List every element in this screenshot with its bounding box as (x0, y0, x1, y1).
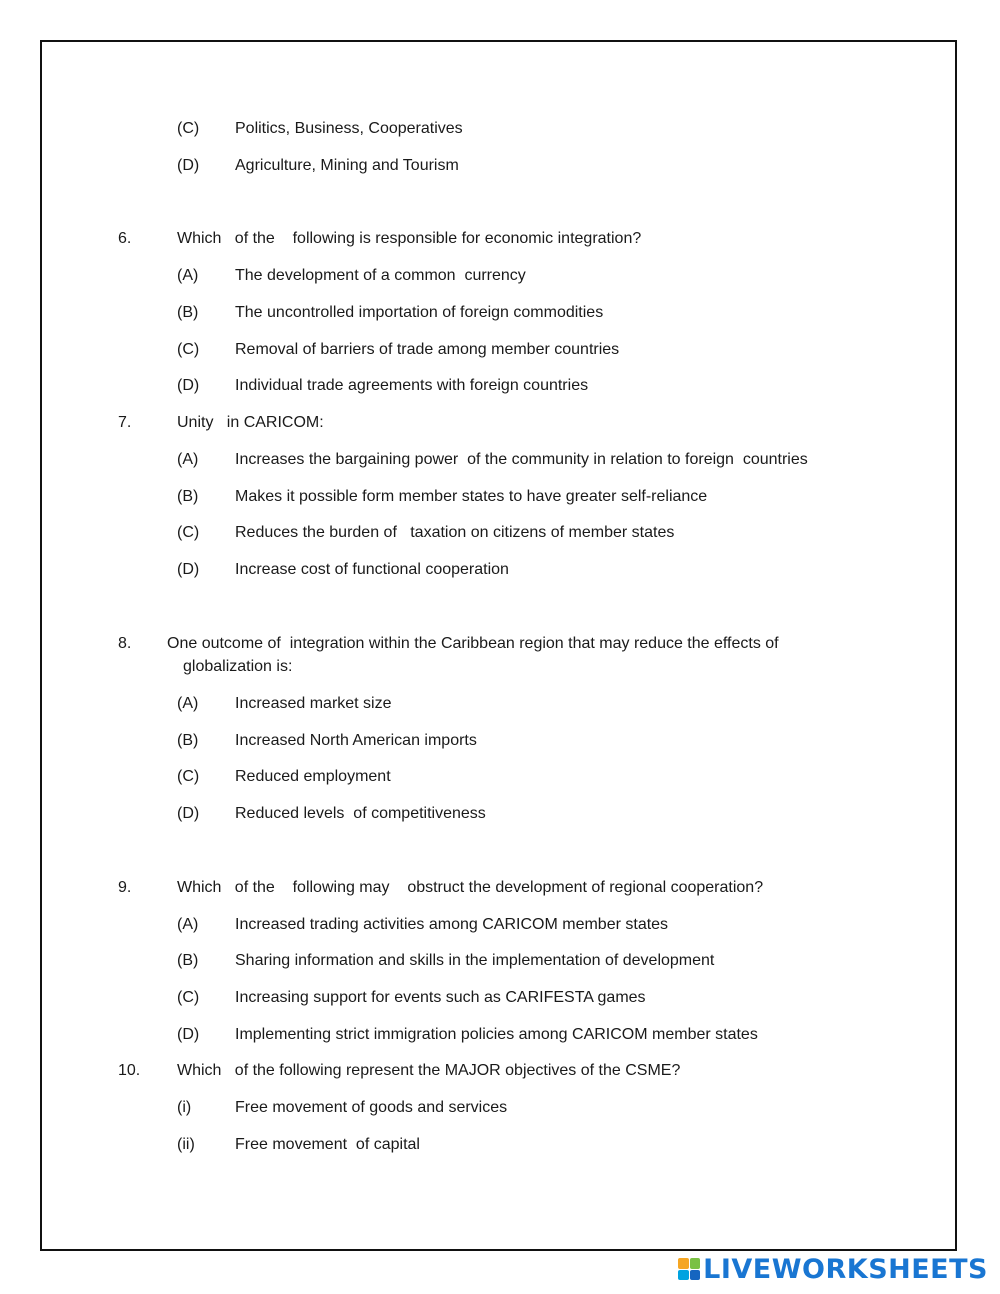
q6-option-a-text: The development of a common currency (235, 267, 526, 284)
q6-option-d-label: (D) (177, 377, 200, 394)
q7-option-a-text: Increases the bargaining power of the community in relation to foreign countries (235, 451, 808, 468)
q10-option-ii-label: (ii) (177, 1136, 195, 1153)
q9-option-a-text: Increased trading activities among CARICOM member states (235, 916, 669, 933)
q10-option-ii-text: Free movement of capital (235, 1136, 420, 1153)
q9-option-b-text: Sharing information and skills in the implementation of development (235, 952, 715, 969)
q8-stem-line1: One outcome of integration within the Caribbean region that may reduce the effects of (167, 635, 779, 652)
liveworksheets-logo-icon (678, 1258, 700, 1280)
q7-option-d-text: Increase cost of functional cooperation (235, 561, 509, 578)
q9-stem: Which of the following may obstruct the development of regional cooperation? (177, 879, 764, 896)
q7-option-b-label: (B) (177, 488, 199, 505)
q8-number: 8. (118, 635, 132, 652)
q8-option-d-label: (D) (177, 805, 200, 822)
q9-option-c-label: (C) (177, 989, 200, 1006)
q10-option-i-label: (i) (177, 1099, 192, 1116)
q6-option-a-label: (A) (177, 267, 199, 284)
q8-option-c-label: (C) (177, 768, 200, 785)
q8-option-d-text: Reduced levels of competitiveness (235, 805, 486, 822)
q7-stem: Unity in CARICOM: (177, 414, 324, 431)
q7-option-c-text: Reduces the burden of taxation on citizens of member states (235, 524, 675, 541)
q5-option-d-label: (D) (177, 157, 200, 174)
q8-option-a-label: (A) (177, 695, 199, 712)
q8-option-a-text: Increased market size (235, 695, 392, 712)
liveworksheets-wordmark: LIVEWORKSHEETS (703, 1253, 988, 1285)
q10-number: 10. (118, 1062, 141, 1079)
q9-option-b-label: (B) (177, 952, 199, 969)
q7-option-b-text: Makes it possible form member states to have greater self-reliance (235, 488, 708, 505)
q9-option-c-text: Increasing support for events such as CARIFESTA games (235, 989, 646, 1006)
q5-option-c-text: Politics, Business, Cooperatives (235, 120, 463, 137)
q8-option-b-label: (B) (177, 732, 199, 749)
q5-option-c-label: (C) (177, 120, 200, 137)
q6-number: 6. (118, 230, 132, 247)
q7-option-a-label: (A) (177, 451, 199, 468)
q9-option-d-label: (D) (177, 1026, 200, 1043)
q6-option-b-label: (B) (177, 304, 199, 321)
q6-option-c-label: (C) (177, 341, 200, 358)
q6-option-d-text: Individual trade agreements with foreign countries (235, 377, 589, 394)
q7-number: 7. (118, 414, 132, 431)
liveworksheets-brand[interactable] (678, 1254, 988, 1284)
q10-option-i-text: Free movement of goods and services (235, 1099, 508, 1116)
q7-option-d-label: (D) (177, 561, 200, 578)
q9-option-d-text: Implementing strict immigration policies among CARICOM member states (235, 1026, 758, 1043)
q9-number: 9. (118, 879, 132, 896)
q6-option-c-text: Removal of barriers of trade among member countries (235, 341, 620, 358)
q6-option-b-text: The uncontrolled importation of foreign commodities (235, 304, 604, 321)
q8-option-b-text: Increased North American imports (235, 732, 477, 749)
q6-stem: Which of the following is responsible for economic integration? (177, 230, 642, 247)
q5-option-d-text: Agriculture, Mining and Tourism (235, 157, 459, 174)
q9-option-a-label: (A) (177, 916, 199, 933)
q8-stem-line2: globalization is: (183, 658, 293, 675)
q8-option-c-text: Reduced employment (235, 768, 391, 785)
q10-stem: Which of the following represent the MAJOR objectives of the CSME? (177, 1062, 681, 1079)
q7-option-c-label: (C) (177, 524, 200, 541)
